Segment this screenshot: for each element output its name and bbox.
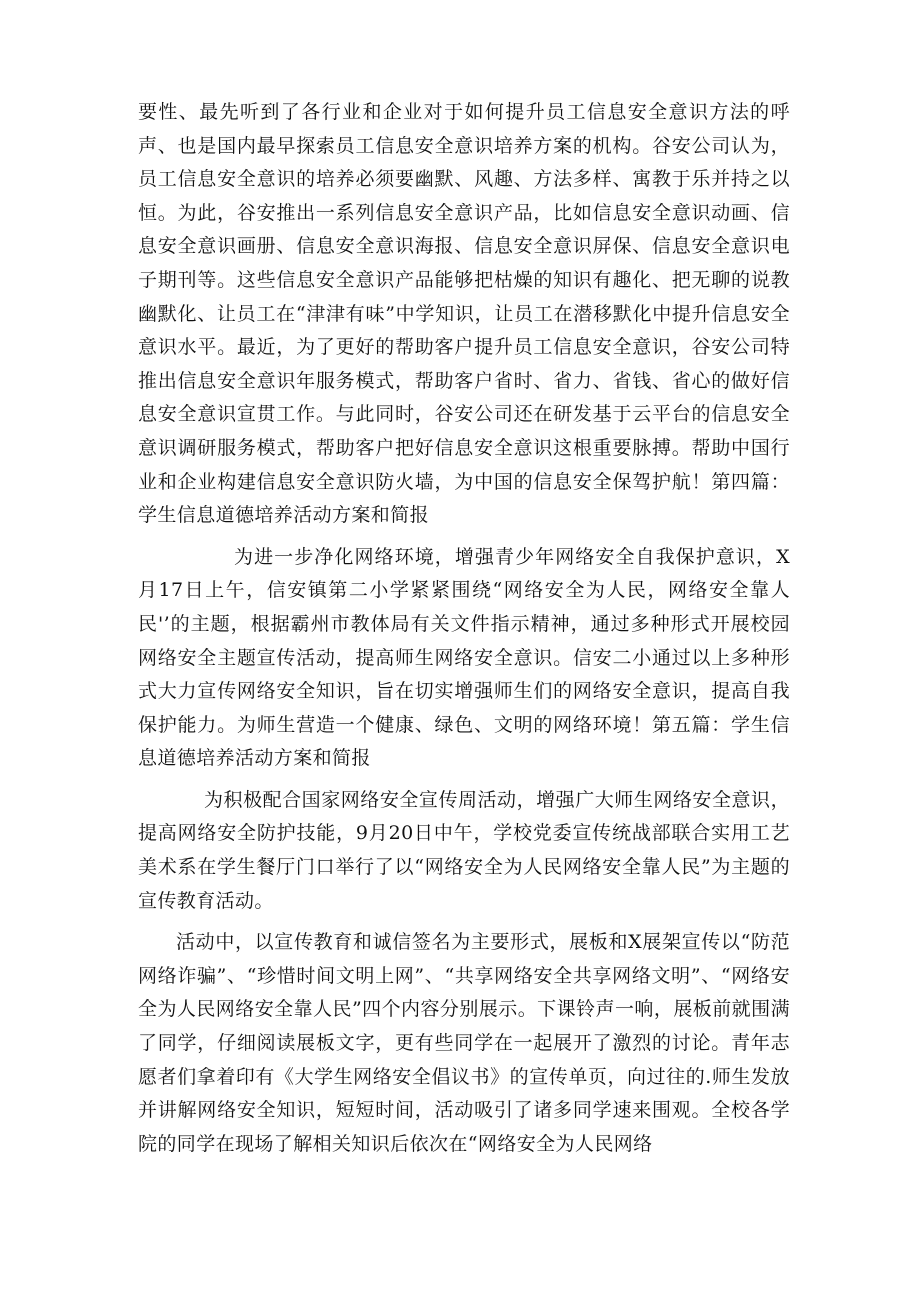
body-paragraph: 为进一步净化网络环境，增强青少年网络安全自我保护意识，X月17日上午，信安镇第二小学紧紧围绕“网络安全为人民，网络安全靠人民'’的主题，根据霸州市教体局有关文件指示精神，通过多种形式开展校园网络安全主题宣传活动，提高师生网络安全意识。信安二小通过以上多种形式大力宣传网络安全知识，旨在切实增强师生们的网络安全意识，提高自我保护能力。为师生营造一个健康、绿色、文明的网络环境！第五篇：学生信息道德培养活动方案和简报 bbox=[138, 545, 790, 770]
body-paragraph: 活动中，以宣传教育和诚信签名为主要形式，展板和X展架宣传以“防范网络诈骗”、“珍惜时间文明上网”、“共享网络安全共享网络文明”、“网络安全为人民网络安全靠人民”四个内容分别展示。下课铃声一响，展板前就围满了同学，仔细阅读展板文字，更有些同学在一起展开了激烈的讨论。青年志愿者们拿着印有《大学生网络安全倡议书》的宣传单页，向过往的.师生发放并讲解网络安全知识，短短时间，活动吸引了诸多同学速来围观。全校各学院的同学在现场了解相关知识后依次在“网络安全为人民网络 bbox=[138, 931, 790, 1155]
body-paragraph: 要性、最先听到了各行业和企业对于如何提升员工信息安全意识方法的呼声、也是国内最早探索员工信息安全意识培养方案的机构。谷安公司认为，员工信息安全意识的培养必须要幽默、风趣、方法多样、寓教于乐并持之以恒。为此，谷安推出一系列信息安全意识产品，比如信息安全意识动画、信息安全意识画册、信息安全意识海报、信息安全意识屏保、信息安全意识电子期刊等。这些信息安全意识产品能够把枯燥的知识有趣化、把无聊的说教幽默化、让员工在“津津有味”中学知识，让员工在潜移默化中提升信息安全意识水平。最近，为了更好的帮助客户提升员工信息安全意识，谷安公司特推出信息安全意识年服务模式，帮助客户省时、省力、省钱、省心的做好信息安全意识宣贯工作。与此同时，谷安公司还在研发基于云平台的信息安全意识调研服务模式，帮助客户把好信息安全意识这根重要脉搏。帮助中国行业和企业构建信息安全意识防火墙，为中国的信息安全保驾护航！第四篇：学生信息道德培养活动方案和简报 bbox=[138, 101, 790, 527]
body-paragraph: 为积极配合国家网络安全宣传周活动，增强广大师生网络安全意识，提高网络安全防护技能，9月20日中午，学校党委宣传统战部联合实用工艺美术系在学生餐厅门口举行了以“网络安全为人民网络安全靠人民”为主题的宣传教育活动。 bbox=[138, 788, 790, 912]
document-body bbox=[138, 96, 790, 1161]
